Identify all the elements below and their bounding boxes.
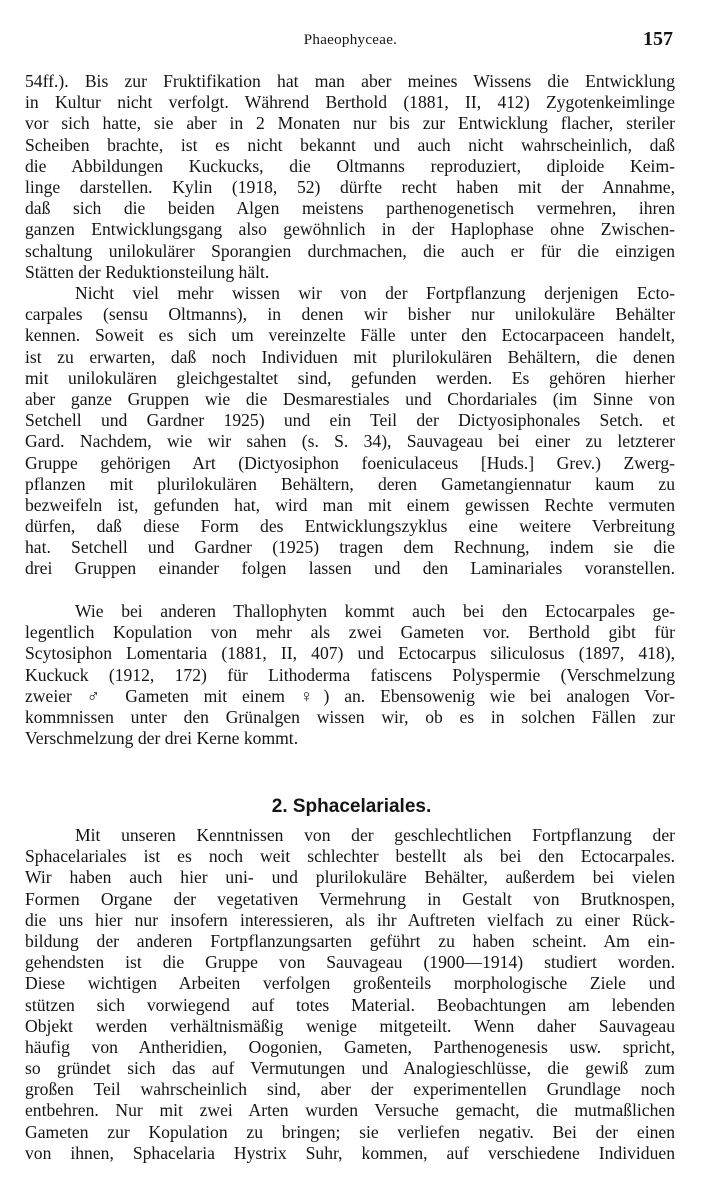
text-line: häufig von Antheridien, Oogonien, Gameten, Parthenogenesis usw. spricht, (25, 1036, 675, 1057)
text-line: ganzen Entwicklungsgang also gewöhnlich in der Haplophase ohne Zwischen- (25, 219, 675, 240)
text-line: Objekt werden verhältnismäßig wenige mitgeteilt. Wenn daher Sauvageau (25, 1015, 675, 1036)
paragraph-4 (25, 825, 675, 1164)
paragraph-3 (25, 601, 675, 749)
text-line: Nicht viel mehr wissen wir von der Fortpflanzung derjenigen Ecto- (75, 283, 675, 303)
text-line: Verschmelzung der drei Kerne kommt. (25, 728, 299, 749)
text-line: hat. Setchell und Gardner (1925) tragen dem Rechnung, indem sie die (25, 537, 675, 558)
text-line: carpales (sensu Oltmanns), in denen wir bisher nur unilokuläre Behälter (25, 304, 675, 325)
text-line: kennen. Soweit es sich um vereinzelte Fälle unter den Ectocarpaceen handelt, (25, 325, 675, 346)
text-line: von ihnen, Sphacelaria Hystrix Suhr, kommen, auf verschiedene Individuen (25, 1142, 675, 1163)
text-line: so gründet sich das auf Vermutungen und Analogieschlüsse, die gewiß zum (25, 1058, 675, 1079)
paragraph-2 (25, 283, 675, 580)
text-line: Wir haben auch hier uni- und plurilokuläre Behälter, außerdem bei vielen (25, 867, 675, 888)
text-line: mit unilokulären gleichgestaltet sind, gefunden werden. Es gehören hierher (25, 367, 675, 388)
text-line: vor sich hatte, sie aber in 2 Monaten nur bis zur Entwicklung flacher, steriler (25, 113, 675, 134)
text-line: Scytosiphon Lomentaria (1881, II, 407) und Ectocarpus siliculosus (1897, 418), (25, 643, 675, 664)
text-line: die Abbildungen Kuckucks, die Oltmanns reproduziert, diploide Keim- (25, 155, 675, 176)
text-line: in Kultur nicht verfolgt. Während Berthold (1881, II, 412) Zygotenkeimlinge (25, 92, 675, 113)
text-line: stützen sich vorwiegend auf totes Material. Beobachtungen am lebenden (25, 994, 675, 1015)
text-line: Formen Organe der vegetativen Vermehrung in Gestalt von Brutknospen, (25, 888, 675, 909)
text-line: dürfen, daß diese Form des Entwicklungszyklus eine weitere Verbreitung (25, 516, 675, 537)
text-line: bildung der anderen Fortpflanzungsarten geführt zu haben scheint. Am ein- (25, 930, 675, 951)
running-head: Phaeophyceae. (303, 32, 398, 48)
text-line: Setchell und Gardner 1925) und ein Teil der Dictyosiphonales Setch. et (25, 410, 675, 431)
text-line: Gameten zur Kopulation zu bringen; sie verliefen negativ. Bei der einen (25, 1121, 675, 1142)
text-line: Diese wichtigen Arbeiten verfolgen großenteils morphologische Ziele und (25, 973, 675, 994)
text-line: Gard. Nachdem, wie wir sahen (s. S. 34), Sauvageau bei einer zu letzterer (25, 431, 675, 452)
text-line: schaltung unilokulärer Sporangien durchmachen, die auch er für die einzigen (25, 240, 675, 261)
text-line: Kuckuck (1912, 172) für Lithoderma fatiscens Polyspermie (Verschmelzung (25, 664, 675, 685)
text-line: Scheiben brachte, ist es nicht bekannt und auch nicht wahrscheinlich, daß (25, 134, 675, 155)
text-line: Gruppe gehörigen Art (Dictyosiphon foeniculaceus [Huds.] Grev.) Zwerg- (25, 452, 675, 473)
text-line: kommnissen unter den Grünalgen wissen wir, ob es in solchen Fällen zur (25, 706, 675, 727)
page-number: 157 (643, 28, 673, 50)
text-line: gehendsten ist die Gruppe von Sauvageau (1900—1914) studiert worden. (25, 952, 675, 973)
text-line: pflanzen mit plurilokulären Behältern, deren Gametangiennatur kaum zu (25, 473, 675, 494)
text-line: großen Teil wahrscheinlich sind, aber der experimentellen Grundlage noch (25, 1079, 675, 1100)
text-line: bezweifeln ist, gefunden hat, wird man mit einem gewissen Rechte vermuten (25, 494, 675, 515)
text-line: drei Gruppen einander folgen lassen und den Laminariales voranstellen. (25, 558, 675, 579)
text-line: Sphacelariales ist es noch weit schlechter bestellt als bei den Ectocarpales. (25, 846, 675, 867)
page-header (28, 28, 673, 56)
paragraph-1 (25, 71, 675, 283)
text-line: 54ff.). Bis zur Fruktifikation hat man aber meines Wissens die Entwicklung (25, 71, 675, 91)
text-line: Wie bei anderen Thallophyten kommt auch bei den Ectocarpales ge- (75, 601, 675, 621)
text-line: ist zu erwarten, daß noch Individuen mit plurilokulären Behältern, die denen (25, 346, 675, 367)
text-line: die uns hier nur insofern interessieren, als ihr Auftreten vielfach zu einer Rück- (25, 909, 675, 930)
text-line: entbehren. Nur mit zwei Arten wurden Versuche gemacht, die mutmaßlichen (25, 1100, 675, 1121)
text-line: Stätten der Reduktionsteilung hält. (25, 261, 270, 282)
section-title: 2. Sphacelariales. (271, 796, 432, 817)
text-line: linge darstellen. Kylin (1918, 52) dürfte recht haben mit der Annahme, (25, 176, 675, 197)
text-line: legentlich Kopulation von mehr als zwei Gameten vor. Berthold gibt für (25, 622, 675, 643)
text-line: daß sich die beiden Algen meistens parthenogenetisch vermehren, ihren (25, 198, 675, 219)
text-line: Mit unseren Kenntnissen von der geschlechtlichen Fortpflanzung der (75, 825, 675, 845)
text-line: zweier ♂ Gameten mit einem ♀) an. Ebensowenig wie bei analogen Vor- (25, 685, 675, 706)
text-line: aber ganze Gruppen wie die Desmarestiales und Chordariales (im Sinne von (25, 388, 675, 409)
